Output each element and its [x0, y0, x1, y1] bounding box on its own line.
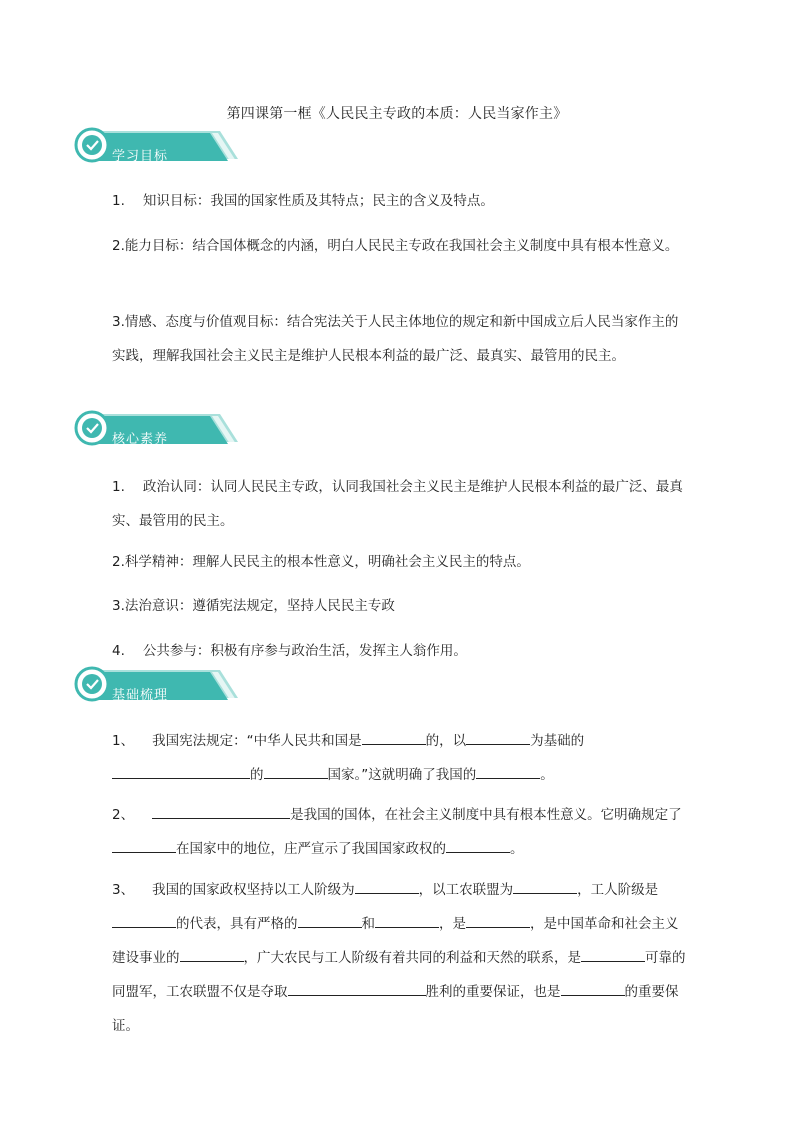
- basics-question-2: 2、 是我国的国体，在社会主义制度中具有根本性意义。它明确规定了在国家中的地位，庄严宣示了我国国家政权的 。: [112, 798, 687, 866]
- fill-blank[interactable]: [288, 981, 426, 996]
- literacy-item-4: 4. 公共参与：积极有序参与政治生活，发挥主人翁作用。: [112, 643, 467, 659]
- section-header-basics: [72, 664, 242, 704]
- fill-blank[interactable]: [476, 764, 540, 779]
- basics-question-3: 3、 我国的国家政权坚持以工人阶级为 ，以工农联盟为 ，工人阶级是的代表，具有严格的 和 ，是 ，是中国革命和社会主义建设事业的 ，广大农民与工人阶级有着共同的利益和天然的联系，是 可靠的同盟军，工农联盟不仅是夺取 胜利的重要保证，也是 的重要保证。: [112, 873, 687, 1043]
- fill-blank[interactable]: [581, 947, 645, 962]
- basics-question-1: 1、 我国宪法规定：“中华人民共和国是 的，以 为基础的 的 国家。”这就明确了我国的 。: [112, 724, 687, 792]
- fill-blank[interactable]: [466, 730, 530, 745]
- fill-blank[interactable]: [513, 879, 577, 894]
- fill-blank[interactable]: [355, 879, 419, 894]
- goal-item-1: 1. 知识目标：我国的国家性质及其特点；民主的含义及特点。: [112, 193, 494, 209]
- fill-blank[interactable]: [152, 804, 290, 819]
- section-header-goals: [72, 125, 242, 165]
- fill-blank[interactable]: [561, 981, 625, 996]
- section-header-label: 核心素养: [112, 432, 169, 447]
- goal-item-3: 3.情感、态度与价值观目标：结合宪法关于人民主体地位的规定和新中国成立后人民当家作主的实践，理解我国社会主义民主是维护人民根本利益的最广泛、最真实、最管用的民主。: [112, 314, 679, 364]
- section-header-label: 基础梳理: [112, 688, 169, 703]
- fill-blank[interactable]: [264, 764, 328, 779]
- fill-blank[interactable]: [375, 913, 439, 928]
- section-header-label: 学习目标: [112, 149, 169, 164]
- goal-item-2: 2.能力目标：结合国体概念的内涵，明白人民民主专政在我国社会主义制度中具有根本性意义。: [112, 238, 679, 254]
- fill-blank[interactable]: [298, 913, 362, 928]
- fill-blank[interactable]: [112, 913, 176, 928]
- fill-blank[interactable]: [112, 764, 250, 779]
- literacy-item-2: 2.科学精神：理解人民民主的根本性意义，明确社会主义民主的特点。: [112, 554, 530, 570]
- fill-blank[interactable]: [466, 913, 530, 928]
- fill-blank[interactable]: [180, 947, 244, 962]
- section-header-literacy: [72, 408, 242, 448]
- literacy-item-1: 1. 政治认同：认同人民民主专政，认同我国社会主义民主是维护人民根本利益的最广泛、最真实、最管用的民主。: [112, 479, 683, 529]
- page-title: 第四课第一框《人民民主专政的本质：人民当家作主》: [226, 106, 568, 122]
- literacy-item-3: 3.法治意识：遵循宪法规定，坚持人民民主专政: [112, 598, 395, 614]
- fill-blank[interactable]: [446, 838, 510, 853]
- fill-blank[interactable]: [112, 838, 176, 853]
- fill-blank[interactable]: [362, 730, 426, 745]
